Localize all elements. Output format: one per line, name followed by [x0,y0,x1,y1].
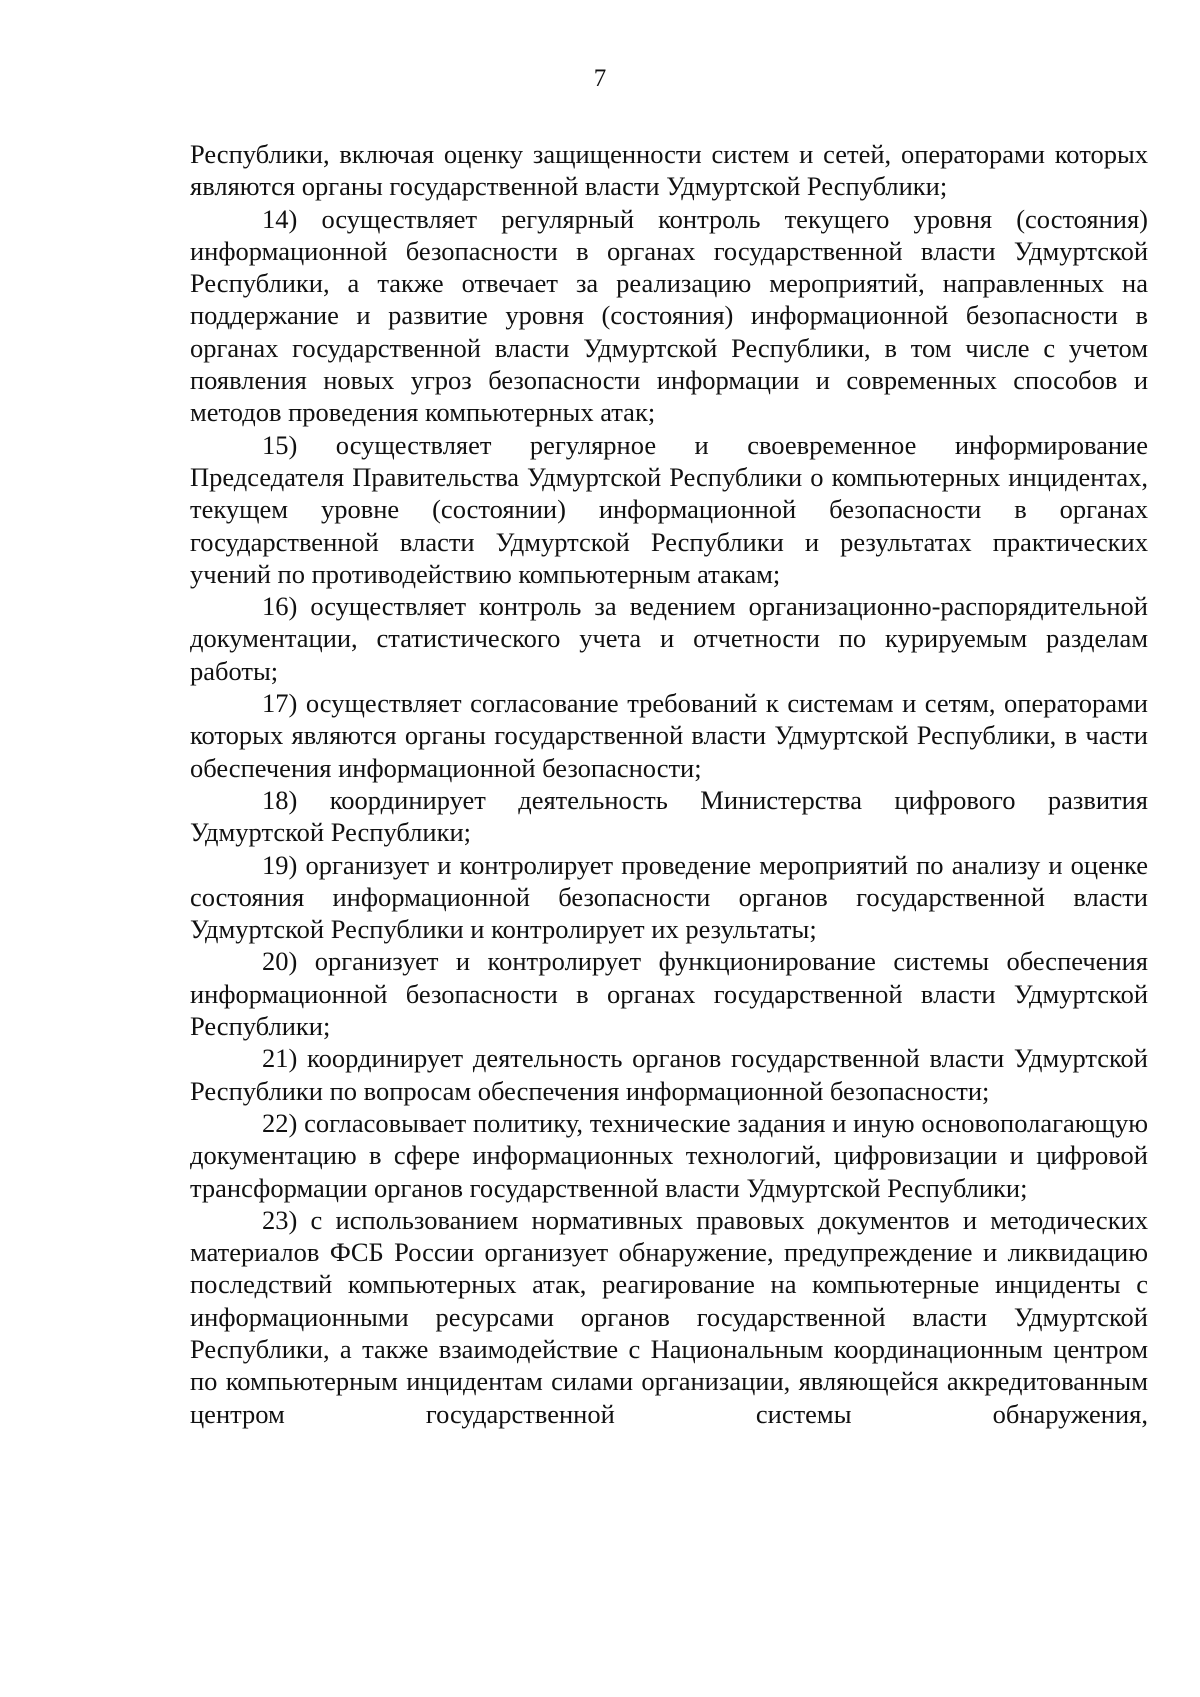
paragraph-item-16: 16) осуществляет контроль за ведением организационно-распорядительной документации, статистического учета и отчетности по курируемым разделам работы; [190,591,1148,686]
document-body [190,138,1148,1430]
paragraph-item-14: 14) осуществляет регулярный контроль текущего уровня (состояния) информационной безопасности в органах государственной власти Удмуртской Республики, а также отвечает за реализацию мероприятий, направленных на поддержание и развитие уровня (состояния) информационной безопасности в органах государственной власти Удмуртской Республики, в том числе с учетом появления новых угроз безопасности информации и современных способов и методов проведения компьютерных атак; [190,203,1148,428]
paragraph-item-19: 19) организует и контролирует проведение мероприятий по анализу и оценке состояния информационной безопасности органов государственной власти Удмуртской Республики и контролирует их результаты; [190,849,1148,945]
paragraph-continuation: Республики, включая оценку защищенности систем и сетей, операторами которых являются органы государственной власти Удмуртской Республики; [190,139,1148,202]
page-number: 7 [593,65,607,92]
paragraph-item-21: 21) координирует деятельность органов государственной власти Удмуртской Республики по вопросам обеспечения информационной безопасности; [190,1043,1148,1106]
paragraph-item-20: 20) организует и контролирует функционирование системы обеспечения информационной безопасности в органах государственной власти Удмуртской Республики; [190,946,1148,1042]
paragraph-item-23: 23) с использованием нормативных правовых документов и методических материалов ФСБ России организует обнаружение, предупреждение и ликвидацию последствий компьютерных атак, реагирование на компьютерные инциденты с информационными ресурсами органов государственной власти Удмуртской Республики, а также взаимодействие с Национальным координационным центром по компьютерным инцидентам силами организации, являющейся аккредитованным центром государственной системы обнаружения, [190,1204,1148,1429]
paragraph-item-17: 17) осуществляет согласование требований к системам и сетям, операторами которых являются органы государственной власти Удмуртской Республики, в части обеспечения информационной безопасности; [190,688,1148,783]
paragraph-item-18: 18) координирует деятельность Министерства цифрового развития Удмуртской Республики; [190,784,1148,848]
paragraph-item-15: 15) осуществляет регулярное и своевременное информирование Председателя Правительства Удмуртской Республики о компьютерных инцидентах, текущем уровне (состоянии) информационной безопасности в органах государственной власти Удмуртской Республики и результатах практических учений по противодействию компьютерным атакам; [190,429,1148,589]
paragraph-item-22: 22) согласовывает политику, технические задания и иную основополагающую документацию в сфере информационных технологий, цифровизации и цифровой трансформации органов государственной власти Удмуртской Республики; [190,1107,1148,1203]
